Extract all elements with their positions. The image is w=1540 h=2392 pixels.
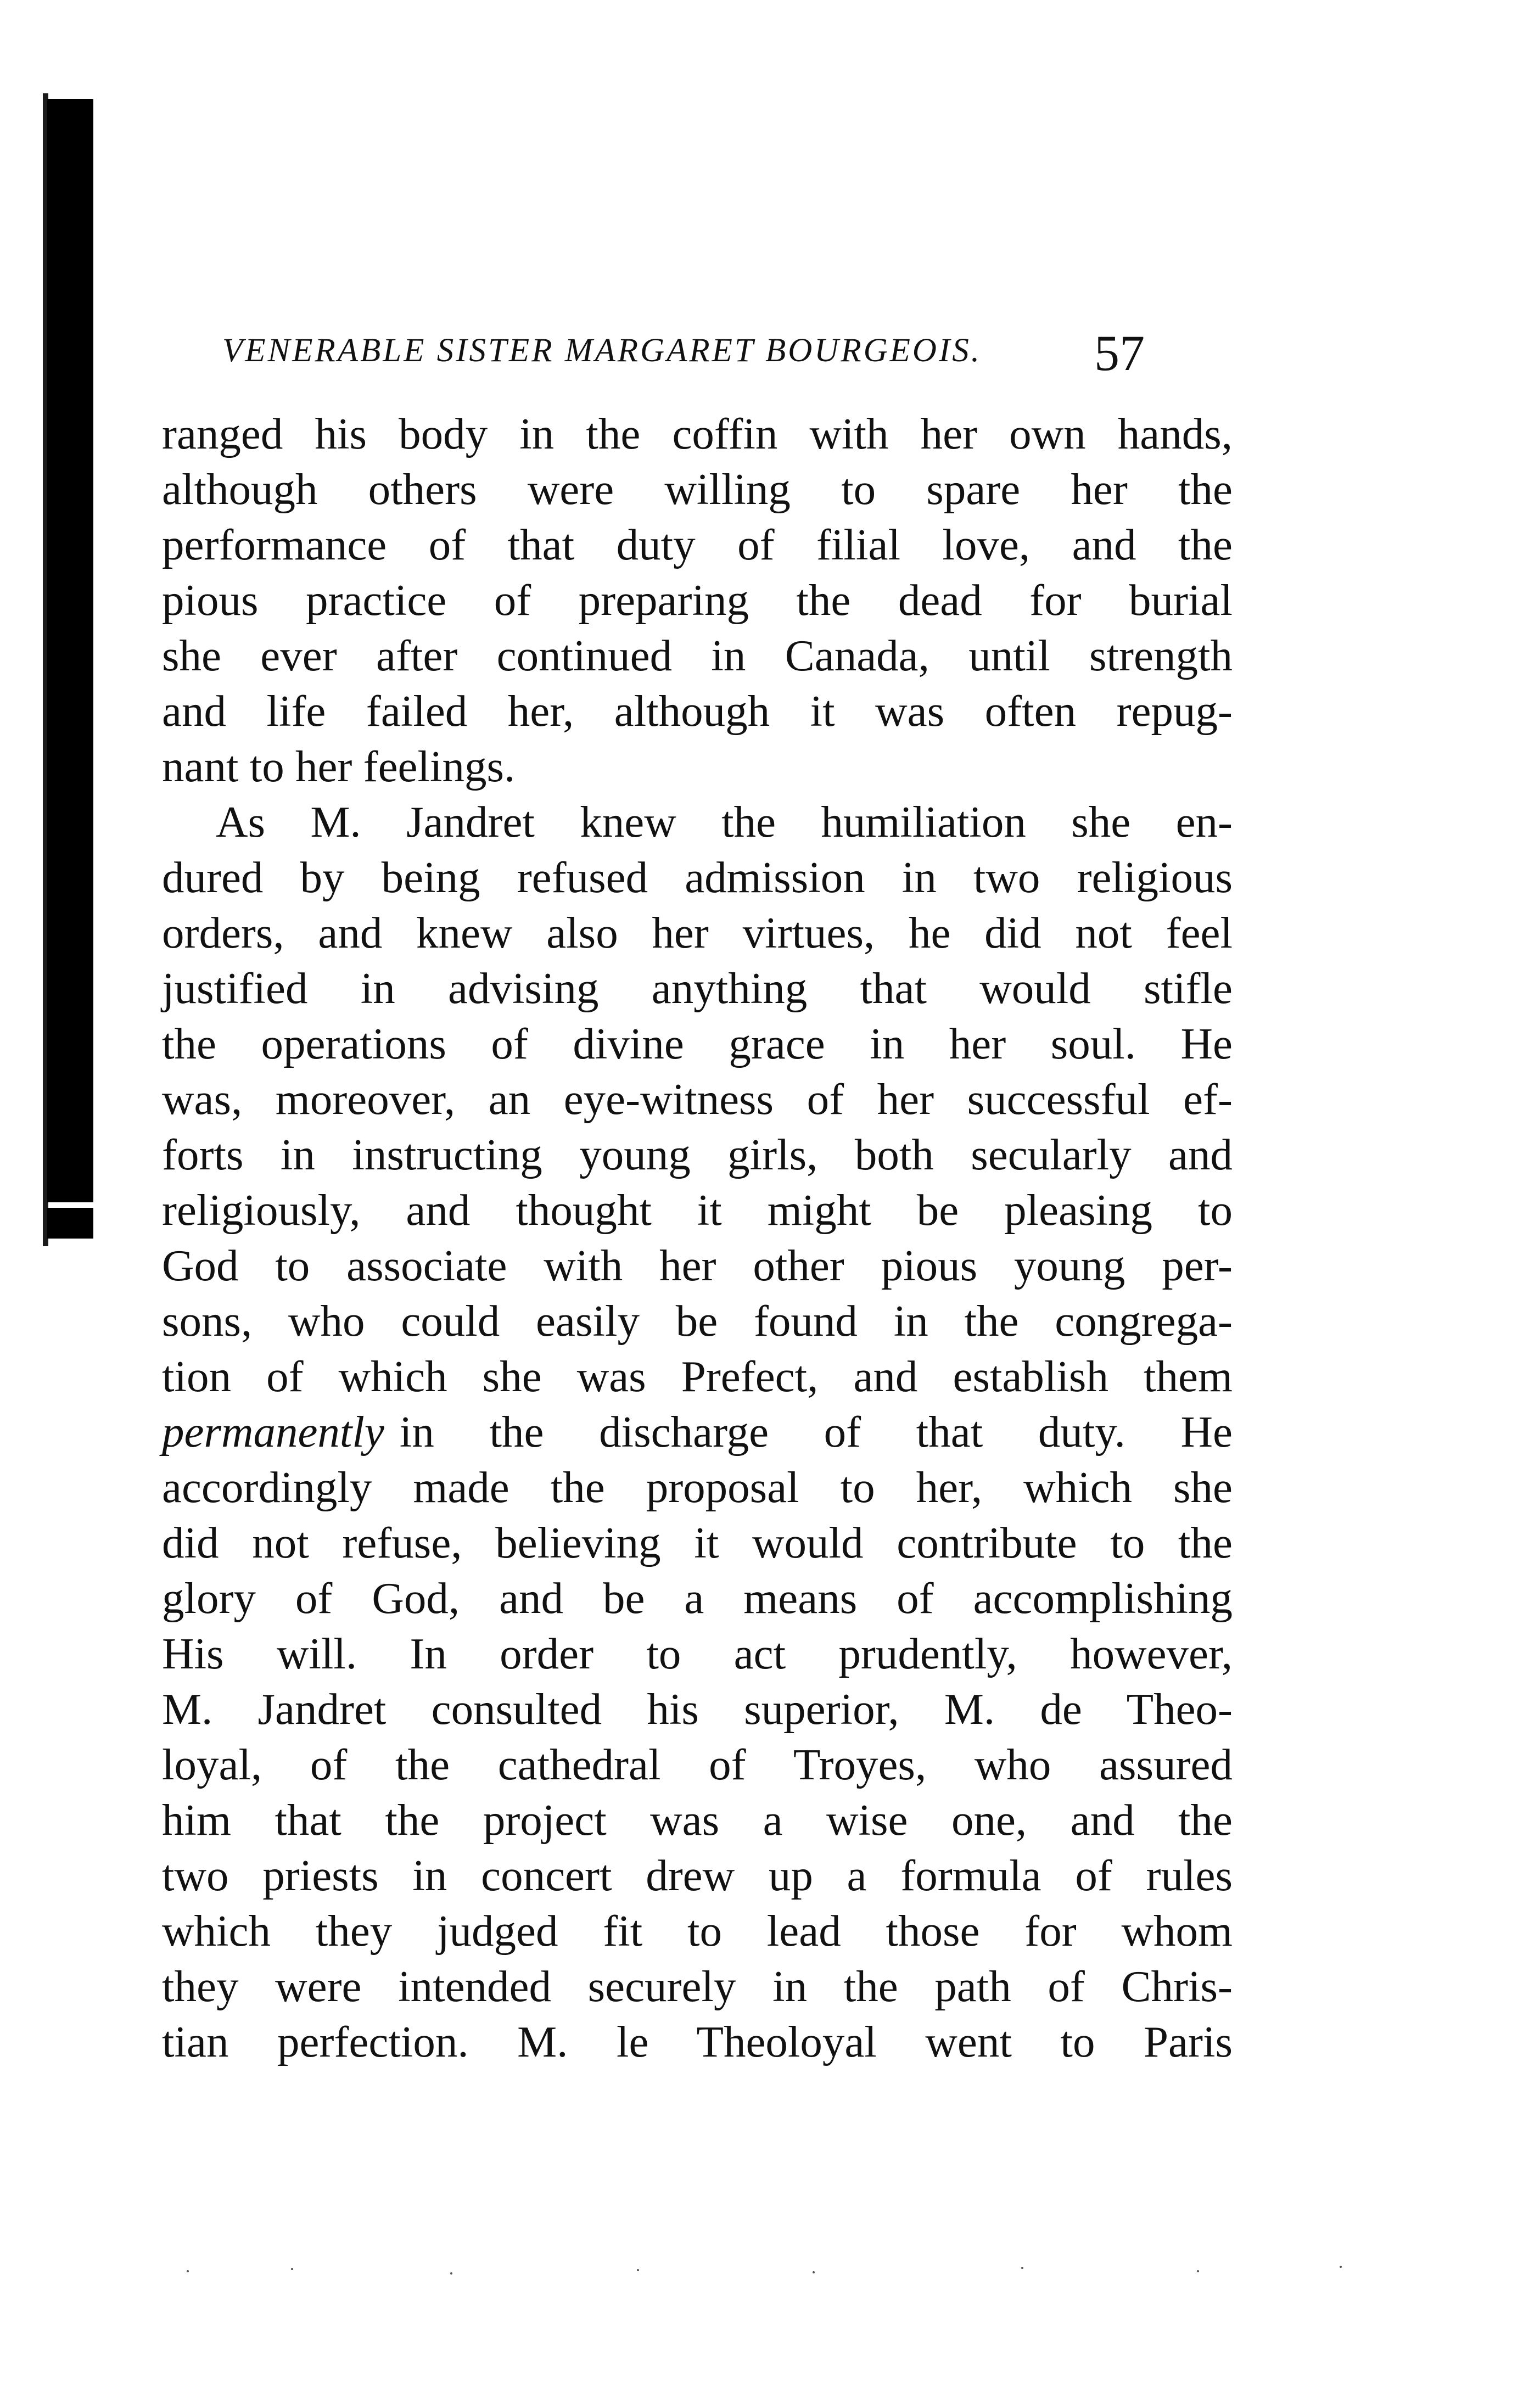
text-line: M. Jandret consulted his superior, M. de Theo- [162, 1684, 1233, 1734]
text-line: pious practice of preparing the dead for burial [162, 575, 1233, 625]
text-line: sons, who could easily be found in the congrega- [162, 1296, 1233, 1346]
scan-speck [1021, 2267, 1023, 2269]
text-line: tion of which she was Prefect, and establish them [162, 1352, 1233, 1401]
text-line: glory of God, and be a means of accomplishing [162, 1573, 1233, 1623]
text-line: they were intended securely in the path of Chris- [162, 1962, 1233, 2011]
text-line: did not refuse, believing it would contribute to the [162, 1518, 1233, 1567]
text-line: which they judged fit to lead those for whom [162, 1906, 1233, 1956]
text-line-with-italic [162, 1404, 1233, 1460]
text-line: him that the project was a wise one, and the [162, 1795, 1233, 1845]
scan-speck [450, 2272, 452, 2275]
text-line: and life failed her, although it was often repug- [162, 686, 1233, 736]
text-line: justified in advising anything that would stifle [162, 963, 1233, 1013]
italic-emphasis: permanently [162, 1407, 384, 1457]
scan-speck [291, 2268, 293, 2270]
scan-speck [187, 2270, 189, 2272]
text-line: two priests in concert drew up a formula of rules [162, 1851, 1233, 1900]
scan-speck [1340, 2266, 1342, 2268]
text-line: As M. Jandret knew the humiliation she en- [216, 797, 1233, 847]
text-line: although others were willing to spare her the [162, 464, 1233, 514]
text-line: God to associate with her other pious young per- [162, 1241, 1233, 1290]
scan-black-bar [47, 99, 93, 1202]
body-text [162, 406, 1233, 2119]
text-line: performance of that duty of filial love, and the [162, 520, 1233, 569]
text-line: loyal, of the cathedral of Troyes, who assured [162, 1740, 1233, 1789]
text-line: ranged his body in the coffin with her own hands, [162, 409, 1233, 458]
running-title: VENERABLE SISTER MARGARET BOURGEOIS. [222, 332, 982, 369]
text-line: nant to her feelings. [162, 742, 516, 791]
scan-black-bar-lower [47, 1208, 93, 1239]
text-line: accordingly made the proposal to her, which she [162, 1463, 1233, 1512]
text-line: religiously, and thought it might be pleasing to [162, 1185, 1233, 1235]
scan-speck [637, 2269, 639, 2271]
page-number: 57 [1094, 325, 1145, 381]
text-line: His will. In order to act prudently, however, [162, 1629, 1233, 1678]
text-line: orders, and knew also her virtues, he did not feel [162, 908, 1233, 957]
scan-speck [813, 2271, 815, 2273]
text-line: was, moreover, an eye-witness of her successful ef- [162, 1074, 1233, 1124]
text-line: tian perfection. M. le Theoloyal went to Paris [162, 2017, 1233, 2066]
scan-speck [1197, 2270, 1199, 2272]
text-line: forts in instructing young girls, both secularly and [162, 1130, 1233, 1179]
text-line-remainder: in the discharge of that duty. He [399, 1407, 1233, 1457]
text-line: dured by being refused admission in two religious [162, 853, 1233, 902]
running-head [222, 318, 1194, 406]
text-line: the operations of divine grace in her soul. He [162, 1019, 1233, 1068]
scan-noise [165, 2254, 1427, 2287]
text-line: she ever after continued in Canada, until strength [162, 631, 1233, 680]
